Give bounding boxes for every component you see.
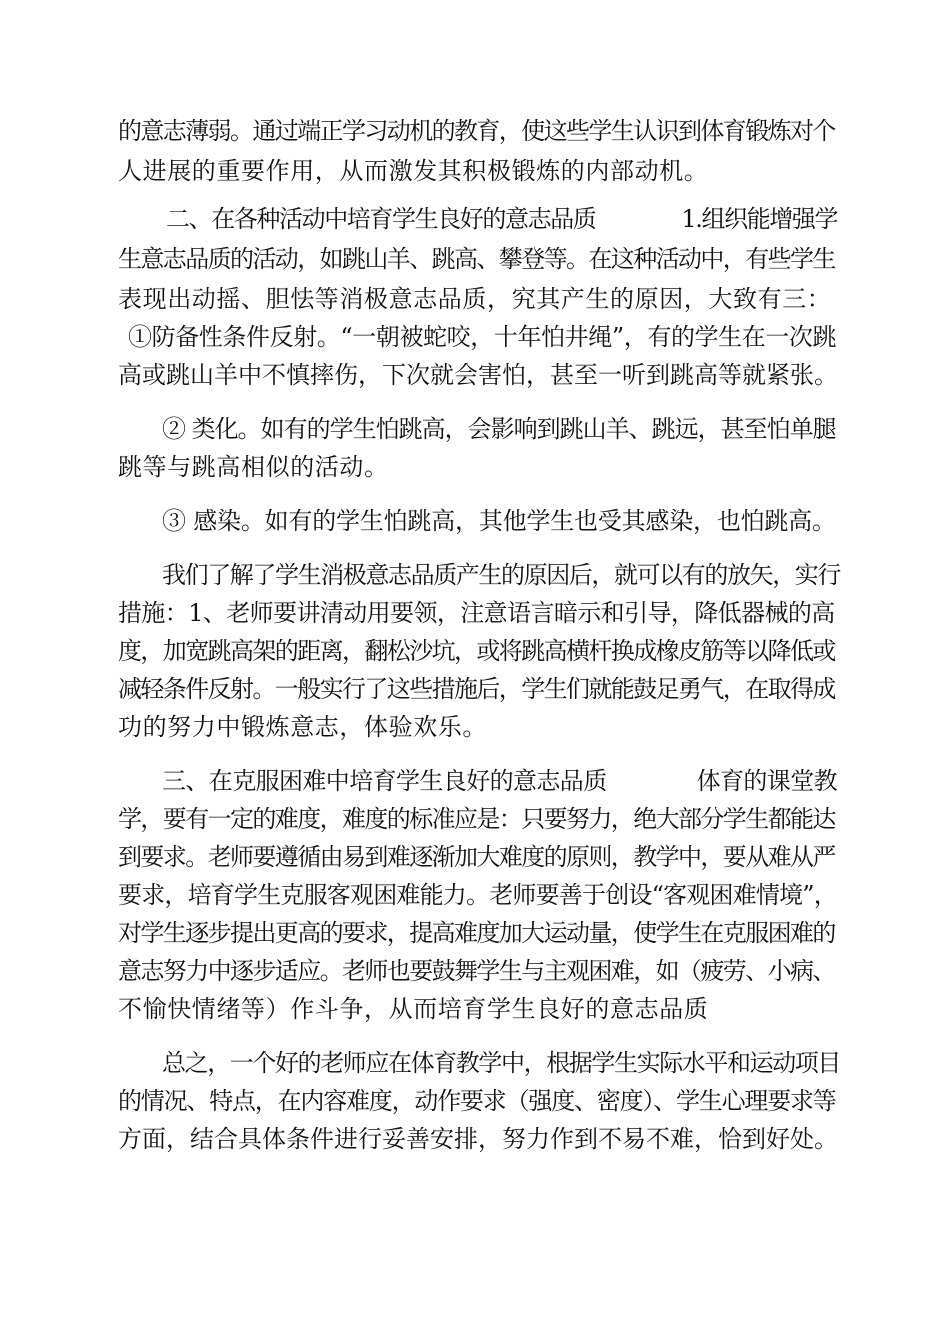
paragraph-line: 不愉快情绪等）作斗争，从而培育学生良好的意志品质 xyxy=(118,995,709,1023)
paragraph-line: 意志努力中逐步适应。老师也要鼓舞学生与主观困难，如（疲劳、小病、 xyxy=(118,957,835,985)
paragraph-line: 人进展的重要作用，从而激发其积极锻炼的内部动机。 xyxy=(118,157,709,185)
paragraph-line: 表现出动摇、胆怯等消极意志品质，究其产生的原因，大致有三： xyxy=(118,285,832,313)
paragraph-line: 方面，结合具体条件进行妥善安排，努力作到不易不难，恰到好处。 xyxy=(118,1125,838,1153)
paragraph-line: 跳等与跳高相似的活动。 xyxy=(118,453,389,481)
paragraph-line: 生意志品质的活动，如跳山羊、跳高、攀登等。在这种活动中，有些学生 xyxy=(118,245,835,273)
paragraph-line: 措施：1、老师要讲清动用要领，注意语言暗示和引导，降低器械的高 xyxy=(118,599,835,627)
paragraph-text: 体育的课堂教 xyxy=(696,767,838,795)
section-heading: 三、在克服困难中培育学生良好的意志品质 xyxy=(162,767,607,795)
paragraph-line: 度，加宽跳高架的距离，翻松沙坑，或将跳高横杆换成橡皮筋等以降低或 xyxy=(118,637,835,665)
paragraph-line: 的情况、特点，在内容难度，动作要求（强度、密度）、学生心理要求等 xyxy=(118,1087,836,1115)
paragraph-text: 1.组织能增强学 xyxy=(681,205,838,233)
paragraph-line: ③ 感染。如有的学生怕跳高，其他学生也受其感染，也怕跳高。 xyxy=(162,507,836,535)
paragraph-line: 的意志薄弱。通过端正学习动机的教育，使这些学生认识到体育锻炼对个 xyxy=(118,117,835,145)
paragraph-line: 高或跳山羊中不慎摔伤，下次就会害怕，甚至一听到跳高等就紧张。 xyxy=(118,361,838,389)
paragraph-line: 到要求。老师要遵循由易到难逐渐加大难度的原则，教学中，要从难从严 xyxy=(118,843,835,871)
section-heading: 二、在各种活动中培育学生良好的意志品质 xyxy=(166,205,596,233)
paragraph-line: 减轻条件反射。一般实行了这些措施后，学生们就能鼓足勇气，在取得成 xyxy=(118,675,835,703)
section-heading-line xyxy=(162,762,837,800)
paragraph-line: 要求，培育学生克服客观困难能力。老师要善于创设“客观困难情境”， xyxy=(118,881,837,909)
paragraph-line: ①防备性条件反射。“一朝被蛇咬，十年怕井绳”，有的学生在一次跳 xyxy=(128,323,837,351)
paragraph-line: ② 类化。如有的学生怕跳高，会影响到跳山羊、跳远，甚至怕单腿 xyxy=(162,415,836,443)
paragraph-line: 我们了解了学生消极意志品质产生的原因后，就可以有的放矢，实行 xyxy=(162,561,840,589)
section-heading-line xyxy=(166,200,837,238)
paragraph-line: 学，要有一定的难度，难度的标准应是：只要努力，绝大部分学生都能达 xyxy=(118,805,835,833)
paragraph-line: 总之，一个好的老师应在体育教学中，根据学生实际水平和运动项目 xyxy=(162,1049,840,1077)
paragraph-line: 功的努力中锻炼意志，体验欢乐。 xyxy=(118,713,487,741)
paragraph-line: 对学生逐步提出更高的要求，提高难度加大运动量，使学生在克服困难的 xyxy=(118,919,835,947)
